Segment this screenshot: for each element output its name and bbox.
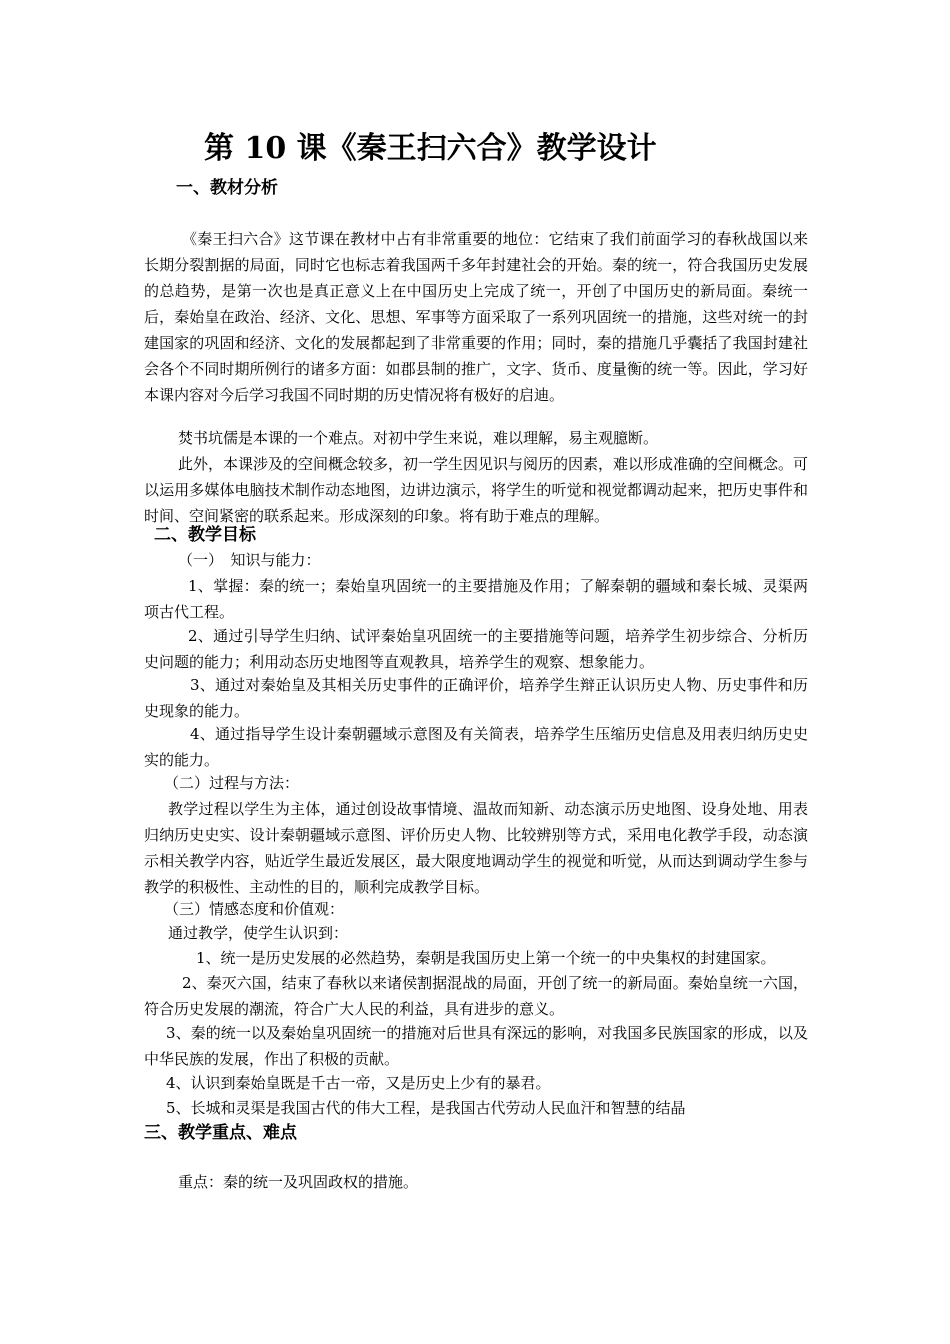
paragraph-spatial-concepts: 此外，本课涉及的空间概念较多，初一学生因见识与阅历的因素，难以形成准确的空间概念。可以运用多媒体电脑技术制作动态地图，边讲边演示，将学生的听觉和视觉都调动起来，把历史事件和时间、空间紧密的联系起来。形成深刻的印象。将有助于难点的理解。	[144, 455, 809, 525]
knowledge-item-4: 4、通过指导学生设计秦朝疆域示意图及有关简表，培养学生压缩历史信息及用表归纳历史史实的能力。	[144, 725, 808, 769]
attitude-item-1: 1、统一是历史发展的必然趋势，秦朝是我国历史上第一个统一的中央集权的封建国家。	[196, 949, 776, 967]
paragraph-difficulty: 焚书坑儒是本课的一个难点。对初中学生来说，难以理解，易主观臆断。	[178, 429, 659, 447]
subheading-knowledge: （一） 知识与能力：	[178, 551, 321, 569]
section-heading-1: 一、教材分析	[176, 178, 278, 198]
subheading-attitude: （三）情感态度和价值观：	[164, 900, 345, 918]
section-heading-2: 二、教学目标	[154, 525, 256, 545]
attitude-item-2: 2、秦灭六国，结束了春秋以来诸侯割据混战的局面，开创了统一的新局面。秦始皇统一六国，符合历史发展的潮流，符合广大人民的利益，具有进步的意义。	[144, 974, 808, 1018]
attitude-item-3: 3、秦的统一以及秦始皇巩固统一的措施对后世具有深远的影响，对我国多民族国家的形成，以及中华民族的发展，作出了积极的贡献。	[144, 1024, 808, 1068]
process-paragraph: 教学过程以学生为主体，通过创设故事情境、温故而知新、动态演示历史地图、设身处地、用表归纳历史史实、设计秦朝疆域示意图、评价历史人物、比较辨别等方式，采用电化教学手段，动态演示相关教学内容，贴近学生最近发展区，最大限度地调动学生的视觉和听觉，从而达到调动学生参与教学的积极性、主动性的目的，顺利完成教学目标。	[144, 800, 808, 896]
focus-text: 重点：秦的统一及巩固政权的措施。	[178, 1173, 419, 1191]
knowledge-item-2: 2、通过引导学生归纳、试评秦始皇巩固统一的主要措施等问题，培养学生初步综合、分析历史问题的能力；利用动态历史地图等直观教具，培养学生的观察、想象能力。	[144, 627, 808, 671]
section-heading-3: 三、教学重点、难点	[144, 1123, 297, 1143]
knowledge-item-1: 1、掌握：秦的统一；秦始皇巩固统一的主要措施及作用；了解秦朝的疆域和秦长城、灵渠两项古代工程。	[144, 577, 808, 621]
attitude-item-5: 5、长城和灵渠是我国古代的伟大工程，是我国古代劳动人民血汗和智慧的结晶	[166, 1099, 686, 1117]
document-title: 第 10 课《秦王扫六合》教学设计	[204, 131, 657, 166]
attitude-intro: 通过教学，使学生认识到：	[168, 924, 349, 942]
subheading-process: （二）过程与方法：	[164, 774, 300, 792]
attitude-item-4: 4、认识到秦始皇既是千古一帝，又是历史上少有的暴君。	[166, 1074, 551, 1092]
knowledge-item-3: 3、通过对秦始皇及其相关历史事件的正确评价，培养学生辩正认识历史人物、历史事件和历史现象的能力。	[144, 676, 808, 720]
paragraph-textbook-analysis: 《秦王扫六合》这节课在教材中占有非常重要的地位：它结束了我们前面学习的春秋战国以来长期分裂割据的局面，同时它也标志着我国两千多年封建社会的开始。秦的统一，符合我国历史发展的总趋势，是第一次也是真正意义上在中国历史上完成了统一，开创了中国历史的新局面。秦统一后，秦始皇在政治、经济、文化、思想、军事等方面采取了一系列巩固统一的措施，这些对统一的封建国家的巩固和经济、文化的发展都起到了非常重要的作用；同时，秦的措施几乎囊括了我国封建社会各个不同时期所例行的诸多方面：如郡县制的推广，文字、货币、度量衡的统一等。因此，学习好本课内容对今后学习我国不同时期的历史情况将有极好的启迪。	[144, 230, 808, 404]
